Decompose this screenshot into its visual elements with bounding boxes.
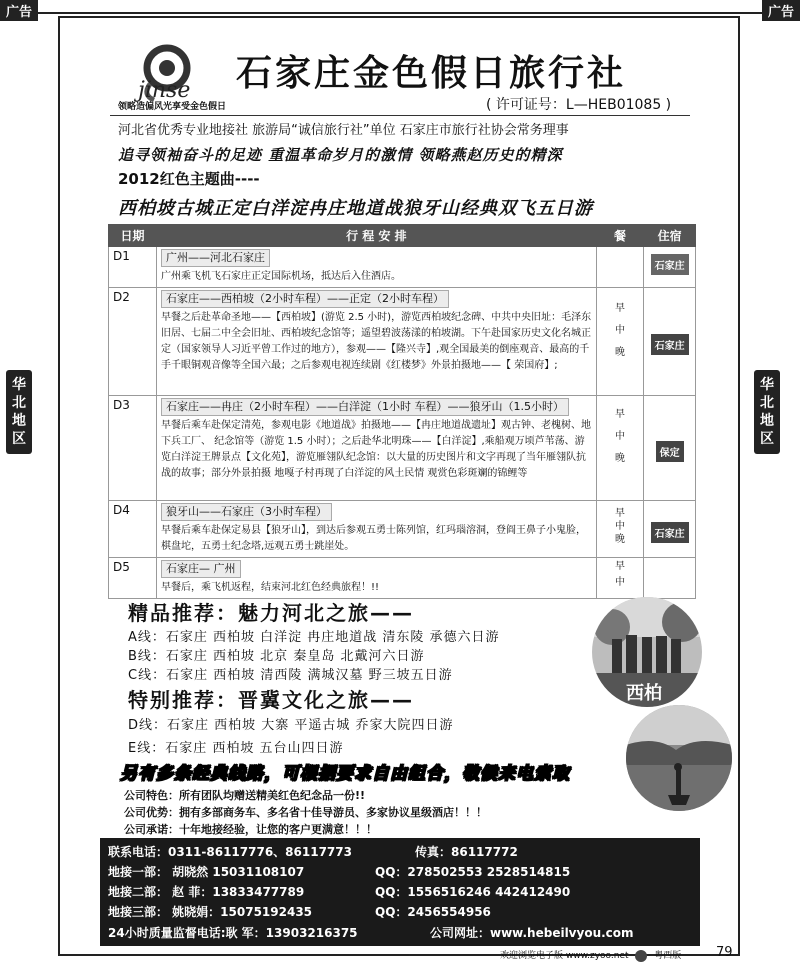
route-line-a: A线：石家庄 西柏坡 白洋淀 冉庄地道战 清东陵 承德六日游 xyxy=(128,630,500,645)
photo-xibaipo-group xyxy=(592,597,702,707)
table-header-row xyxy=(109,225,696,247)
plan-detail: 早餐后乘车赴保定易县【狼牙山】，到达后参观五勇士陈列馆，红玛瑙溶洞，登阎王鼻子小鬼脸，棋盘坨，五勇士纪念塔,远观五勇士跳崖处。 xyxy=(161,525,587,552)
theme-heading: 2012红色主题曲---- xyxy=(118,170,260,188)
footer-edition: 粤西版 xyxy=(654,951,682,961)
pledge-slogan: 追寻领袖奋斗的足迹 重温革命岁月的激情 领略燕赵历史的精深 xyxy=(118,146,563,164)
contact-dept1: 地接一部： 胡晓然 15031108107 xyxy=(108,865,305,879)
contact-dept3: 地接三部： 姚晓娟：15075192435 xyxy=(108,905,313,919)
header-date: 日期 xyxy=(109,225,157,247)
stay-cell xyxy=(644,396,696,501)
route-segment: 石家庄——冉庄（2小时车程）——白洋淀（1小时 车程）——狼牙山（1.5小时） xyxy=(161,398,569,416)
contact-fax: 传真：86117772 xyxy=(415,845,518,859)
route-title: 西柏坡古城正定白洋淀冉庄地道战狼牙山经典双飞五日游 xyxy=(118,198,593,219)
meal-cell xyxy=(596,501,644,558)
day-cell: D2 xyxy=(109,288,157,396)
plan-cell xyxy=(157,247,597,288)
feature-gift: 公司特色：所有团队均赠送精美红色纪念品一份!! xyxy=(124,789,366,802)
meal-cell xyxy=(596,558,644,599)
special-heading: 特别推荐：晋冀文化之旅—— xyxy=(128,688,414,712)
contact-hotline: 24小时质量监督电话:耿 军：13903216375 xyxy=(108,926,358,940)
featured-heading: 精品推荐：魅力河北之旅—— xyxy=(128,601,414,625)
top-rule xyxy=(0,12,800,14)
stay-cell xyxy=(644,501,696,558)
route-line-b: B线：石家庄 西柏坡 北京 秦皇岛 北戴河六日游 xyxy=(128,649,425,664)
contact-block xyxy=(100,838,700,946)
header-meal: 餐 xyxy=(596,225,644,247)
footer-site xyxy=(500,948,681,962)
meal-breakfast: 早 xyxy=(615,508,626,519)
plan-cell xyxy=(157,501,597,558)
ad-label-left: 广告 xyxy=(0,0,38,21)
photo-sign-text: 西柏 xyxy=(626,683,662,704)
meal-cell xyxy=(596,288,644,396)
route-line-c: C线：石家庄 西柏坡 清西陵 满城汉墓 野三坡五日游 xyxy=(128,668,453,683)
meal-dinner: 晚 xyxy=(615,453,626,464)
logo-tagline: 领略造偏风光享受金色假日 xyxy=(118,102,227,112)
meal-lunch: 中 xyxy=(615,521,626,532)
stay-badge: 保定 xyxy=(656,441,684,462)
logo-text: jinse xyxy=(138,78,191,103)
feature-advantage: 公司优势：拥有多部商务车、多名省十佳导游员、多家协议星级酒店！！！ xyxy=(124,806,487,819)
header-stay: 住宿 xyxy=(644,225,696,247)
stay-cell xyxy=(644,247,696,288)
itinerary-table xyxy=(108,224,696,599)
meal-cell xyxy=(596,396,644,501)
day-cell: D4 xyxy=(109,501,157,558)
side-tab-right: 华北地区 xyxy=(754,370,780,454)
plan-detail: 早餐后，乘飞机返程，结束河北红色经典旅程！!! xyxy=(161,582,380,593)
meal-lunch: 中 xyxy=(615,325,626,336)
meal-breakfast: 早 xyxy=(615,409,626,420)
header-plan: 行 程 安 排 xyxy=(157,225,597,247)
company-name: 石家庄金色假日旅行社 xyxy=(236,53,627,94)
footer-text: 欢迎浏览电子版 www.zyoo.net xyxy=(500,951,629,961)
stay-cell xyxy=(644,288,696,396)
stay-badge: 石家庄 xyxy=(651,254,689,275)
side-tab-left: 华北地区 xyxy=(6,370,32,454)
table-row xyxy=(109,247,696,288)
more-routes-banner: 另有多条经典线路，可根据要求自由组合，敬候来电索取 xyxy=(120,764,570,784)
day-cell: D3 xyxy=(109,396,157,501)
day-cell: D1 xyxy=(109,247,157,288)
plan-cell xyxy=(157,558,597,599)
table-row xyxy=(109,396,696,501)
plan-detail: 早餐后乘车赴保定清苑，参观电影《地道战》拍摄地——【冉庄地道战遗址】观古钟、老槐树、地下兵工厂、 纪念馆等（游览 1.5 小时）；之后赴华北明珠——【白洋淀】,乘船观万顷芦苇荡、游览白洋淀王牌景点【文化苑】，游览雁翎队纪念馆：以大量的历史图片和文字再现了当年雁翎队抗战的故事；部分外景拍摄 地嘎子村再现了白洋淀的风土民情 观赏色彩斑斓的锦鲤等 xyxy=(161,420,592,479)
table-row xyxy=(109,558,696,599)
license-number: ( 许可证号：L—HEB01085 ) xyxy=(486,97,672,113)
stay-cell xyxy=(644,558,696,599)
contact-dept1-qq: QQ：278502553 2528514815 xyxy=(375,865,571,879)
contact-dept2-qq: QQ：1556516246 442412490 xyxy=(375,885,571,899)
table-row xyxy=(109,288,696,396)
route-segment: 石家庄— 广州 xyxy=(161,560,241,578)
route-segment: 狼牙山——石家庄（3小时车程） xyxy=(161,503,332,521)
group-photo-icon xyxy=(592,597,702,707)
meal-dinner: 晚 xyxy=(615,534,626,545)
route-line-e: E线：石家庄 西柏坡 五台山四日游 xyxy=(128,741,344,756)
page-number: 79 xyxy=(716,945,733,960)
divider xyxy=(110,115,690,116)
contact-phone: 联系电话：0311-86117776、86117773 xyxy=(108,845,352,859)
plan-detail: 早餐之后赴革命圣地——【西柏坡】(游览 2.5 小时)，游览西柏坡纪念碑、中共中央旧址：毛泽东旧居、七届二中全会旧址、西柏坡纪念馆等；遥望碧波荡漾的柏坡湖。下午赴国家历史文化名城正定（国家领导人习近平曾工作过的地方），参观——【隆兴寺】,观全国最美的倒座观音、最高的千手千眼铜观音像等全国六最；之后参观电视连续剧《红楼梦》外景拍摄地——【 荣国府】; xyxy=(161,312,592,371)
stay-badge: 石家庄 xyxy=(651,522,689,543)
table-row xyxy=(109,501,696,558)
plan-cell xyxy=(157,288,597,396)
contact-dept3-qq: QQ：2456554956 xyxy=(375,905,491,919)
route-segment: 石家庄——西柏坡（2小时车程）——正定（2小时车程） xyxy=(161,290,449,308)
plan-detail: 广州乘飞机飞石家庄正定国际机场，抵达后入住酒店。 xyxy=(161,271,402,282)
day-cell: D5 xyxy=(109,558,157,599)
meal-breakfast: 早 xyxy=(615,303,626,314)
route-segment: 广州——河北石家庄 xyxy=(161,249,270,267)
company-intro: 河北省优秀专业地接社 旅游局“诚信旅行社”单位 石家庄市旅行社协会常务理事 xyxy=(118,123,569,138)
route-line-d: D线：石家庄 西柏坡 大寨 平遥古城 乔家大院四日游 xyxy=(128,718,454,733)
meal-lunch: 中 xyxy=(615,431,626,442)
meal-dinner: 晚 xyxy=(615,347,626,358)
meal-cell xyxy=(596,247,644,288)
zyoo-logo-icon xyxy=(635,950,647,962)
plan-cell xyxy=(157,396,597,501)
boat-photo-icon xyxy=(626,705,732,811)
contact-dept2: 地接二部： 赵 菲：13833477789 xyxy=(108,885,305,899)
meal-breakfast: 早 xyxy=(615,561,626,572)
stay-badge: 石家庄 xyxy=(651,334,689,355)
photo-baiyangdian-boat xyxy=(626,705,732,811)
feature-promise: 公司承诺：十年地接经验，让您的客户更满意！！！ xyxy=(124,823,377,836)
meal-lunch: 中 xyxy=(615,577,626,588)
contact-website[interactable]: 公司网址：www.hebeilvyou.com xyxy=(430,926,634,940)
ad-label-right: 广告 xyxy=(762,0,800,21)
